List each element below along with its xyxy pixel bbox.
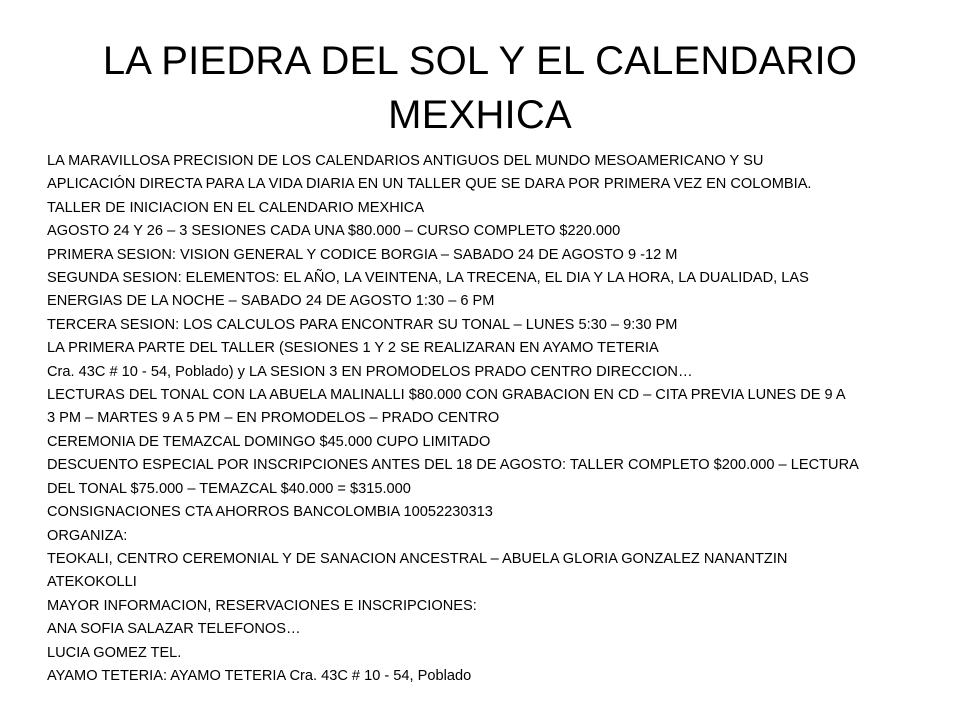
body-line: CONSIGNACIONES CTA AHORROS BANCOLOMBIA 10052230313 bbox=[47, 504, 493, 521]
body-line: APLICACIÓN DIRECTA PARA LA VIDA DIARIA EN UN TALLER QUE SE DARA POR PRIMERA VEZ EN COLOMBIA. bbox=[47, 176, 812, 193]
body-line: DEL TONAL $75.000 – TEMAZCAL $40.000 = $315.000 bbox=[47, 480, 411, 497]
body-line: TALLER DE INICIACION EN EL CALENDARIO MEXHICA bbox=[47, 199, 425, 216]
body-line: SEGUNDA SESION: ELEMENTOS: EL AÑO, LA VEINTENA, LA TRECENA, EL DIA Y LA HORA, LA DUALIDAD, LAS bbox=[47, 270, 809, 287]
body-line: LA PRIMERA PARTE DEL TALLER (SESIONES 1 Y 2 SE REALIZARAN EN AYAMO TETERIA bbox=[47, 340, 659, 357]
body-line: LUCIA GOMEZ TEL. bbox=[47, 644, 182, 661]
body-line: TERCERA SESION: LOS CALCULOS PARA ENCONTRAR SU TONAL – LUNES 5:30 – 9:30 PM bbox=[47, 316, 678, 333]
body-line: MAYOR INFORMACION, RESERVACIONES E INSCRIPCIONES: bbox=[47, 597, 477, 614]
body-line: AYAMO TETERIA: AYAMO TETERIA Cra. 43C # 10 - 54, Poblado bbox=[47, 667, 472, 684]
body-line: ATEKOKOLLI bbox=[47, 574, 137, 591]
title-line-1: LA PIEDRA DEL SOL Y EL CALENDARIO bbox=[102, 39, 858, 83]
body-line: LA MARAVILLOSA PRECISION DE LOS CALENDARIOS ANTIGUOS DEL MUNDO MESOAMERICANO Y SU bbox=[47, 153, 764, 169]
body-line: ANA SOFIA SALAZAR TELEFONOS… bbox=[47, 621, 301, 638]
body-line: PRIMERA SESION: VISION GENERAL Y CODICE BORGIA – SABADO 24 DE AGOSTO 9 -12 M bbox=[47, 246, 678, 263]
slide-title bbox=[60, 34, 900, 142]
body-line: 3 PM – MARTES 9 A 5 PM – EN PROMODELOS – PRADO CENTRO bbox=[47, 410, 500, 427]
body-line: TEOKALI, CENTRO CEREMONIAL Y DE SANACION ANCESTRAL – ABUELA GLORIA GONZALEZ NANANTZIN bbox=[47, 550, 788, 567]
body-line: LECTURAS DEL TONAL CON LA ABUELA MALINALLI $80.000 CON GRABACION EN CD – CITA PREVIA LUNES DE 9 A bbox=[47, 387, 846, 404]
body-line: AGOSTO 24 Y 26 – 3 SESIONES CADA UNA $80.000 – CURSO COMPLETO $220.000 bbox=[47, 223, 621, 240]
body-line: CEREMONIA DE TEMAZCAL DOMINGO $45.000 CUPO LIMITADO bbox=[47, 433, 491, 450]
slide-body bbox=[47, 150, 953, 688]
title-line-2: MEXHICA bbox=[388, 93, 572, 137]
body-line: ENERGIAS DE LA NOCHE – SABADO 24 DE AGOSTO 1:30 – 6 PM bbox=[47, 293, 495, 310]
body-line: DESCUENTO ESPECIAL POR INSCRIPCIONES ANTES DEL 18 DE AGOSTO: TALLER COMPLETO $200.000 – LECTURA bbox=[47, 457, 859, 474]
body-line: ORGANIZA: bbox=[47, 527, 128, 544]
body-line: Cra. 43C # 10 - 54, Poblado) y LA SESION 3 EN PROMODELOS PRADO CENTRO DIRECCION… bbox=[47, 363, 693, 380]
